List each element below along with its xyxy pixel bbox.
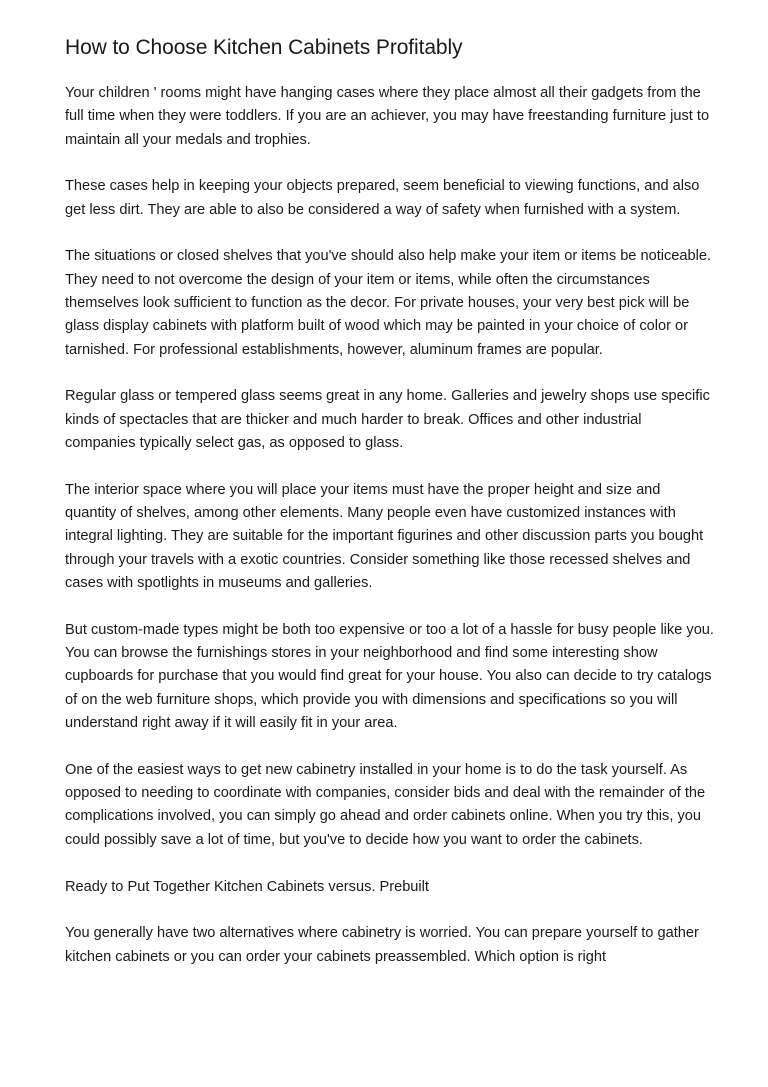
paragraph-regular-glass: Regular glass or tempered glass seems great in any home. Galleries and jewelry shops use specific kinds of spectacles that are thicker and much harder to break. Offices and other industrial companies typically select gas, as opposed to glass. xyxy=(65,388,710,452)
document-page xyxy=(65,34,715,992)
document-title: How to Choose Kitchen Cabinets Profitably xyxy=(65,36,463,59)
paragraph-custom-made: But custom-made types might be both too expensive or too a lot of a hassle for busy people like you. You can browse the furnishings stores in your neighborhood and find some interesting show cupboards for purchase that you would find great for your house. You also can decide to try catalogs of on the web furniture shops, which provide you with dimensions and specifications so you will understand right away if it will easily fit in your area. xyxy=(65,621,714,732)
paragraph-easiest-ways: One of the easiest ways to get new cabinetry installed in your home is to do the task yourself. As opposed to needing to coordinate with companies, consider bids and deal with the remainder of the complications involved, you can simply go ahead and order cabinets online. When you try this, you could possibly save a lot of time, but you've to decide how you want to order the cabinets. xyxy=(65,761,706,848)
paragraph-subheading-rta: Ready to Put Together Kitchen Cabinets versus. Prebuilt xyxy=(65,878,429,895)
paragraph-two-alternatives: You generally have two alternatives where cabinetry is worried. You can prepare yourself to gather kitchen cabinets or you can order your cabinets preassembled. Which option is right xyxy=(65,925,699,965)
paragraph-interior-space: The interior space where you will place your items must have the proper height and size and quantity of shelves, among other elements. Many people even have customized instances with integral lighting. They are suitable for the important figurines and other discussion parts you bought through your travels with a exotic countries. Consider something like those recessed shelves and cases with spotlights in museums and galleries. xyxy=(65,481,704,592)
paragraph-closed-shelves: The situations or closed shelves that you've should also help make your item or items be noticeable. They need to not overcome the design of your item or items, while often the circumstances themselves look sufficient to function as the decor. For private houses, your very best pick will be glass display cabinets with platform built of wood which may be painted in your choice of color or tarnished. For professional establishments, however, aluminum frames are popular. xyxy=(65,248,712,358)
paragraph-cases-help: These cases help in keeping your objects prepared, seem beneficial to viewing functions, and also get less dirt. They are able to also be considered a way of safety when furnished with a system. xyxy=(65,178,700,218)
paragraph-children-rooms: Your children ' rooms might have hanging cases where they place almost all their gadgets from the full time when they were toddlers. If you are an achiever, you may have freestanding furniture just to maintain all your medals and trophies. xyxy=(65,85,710,148)
